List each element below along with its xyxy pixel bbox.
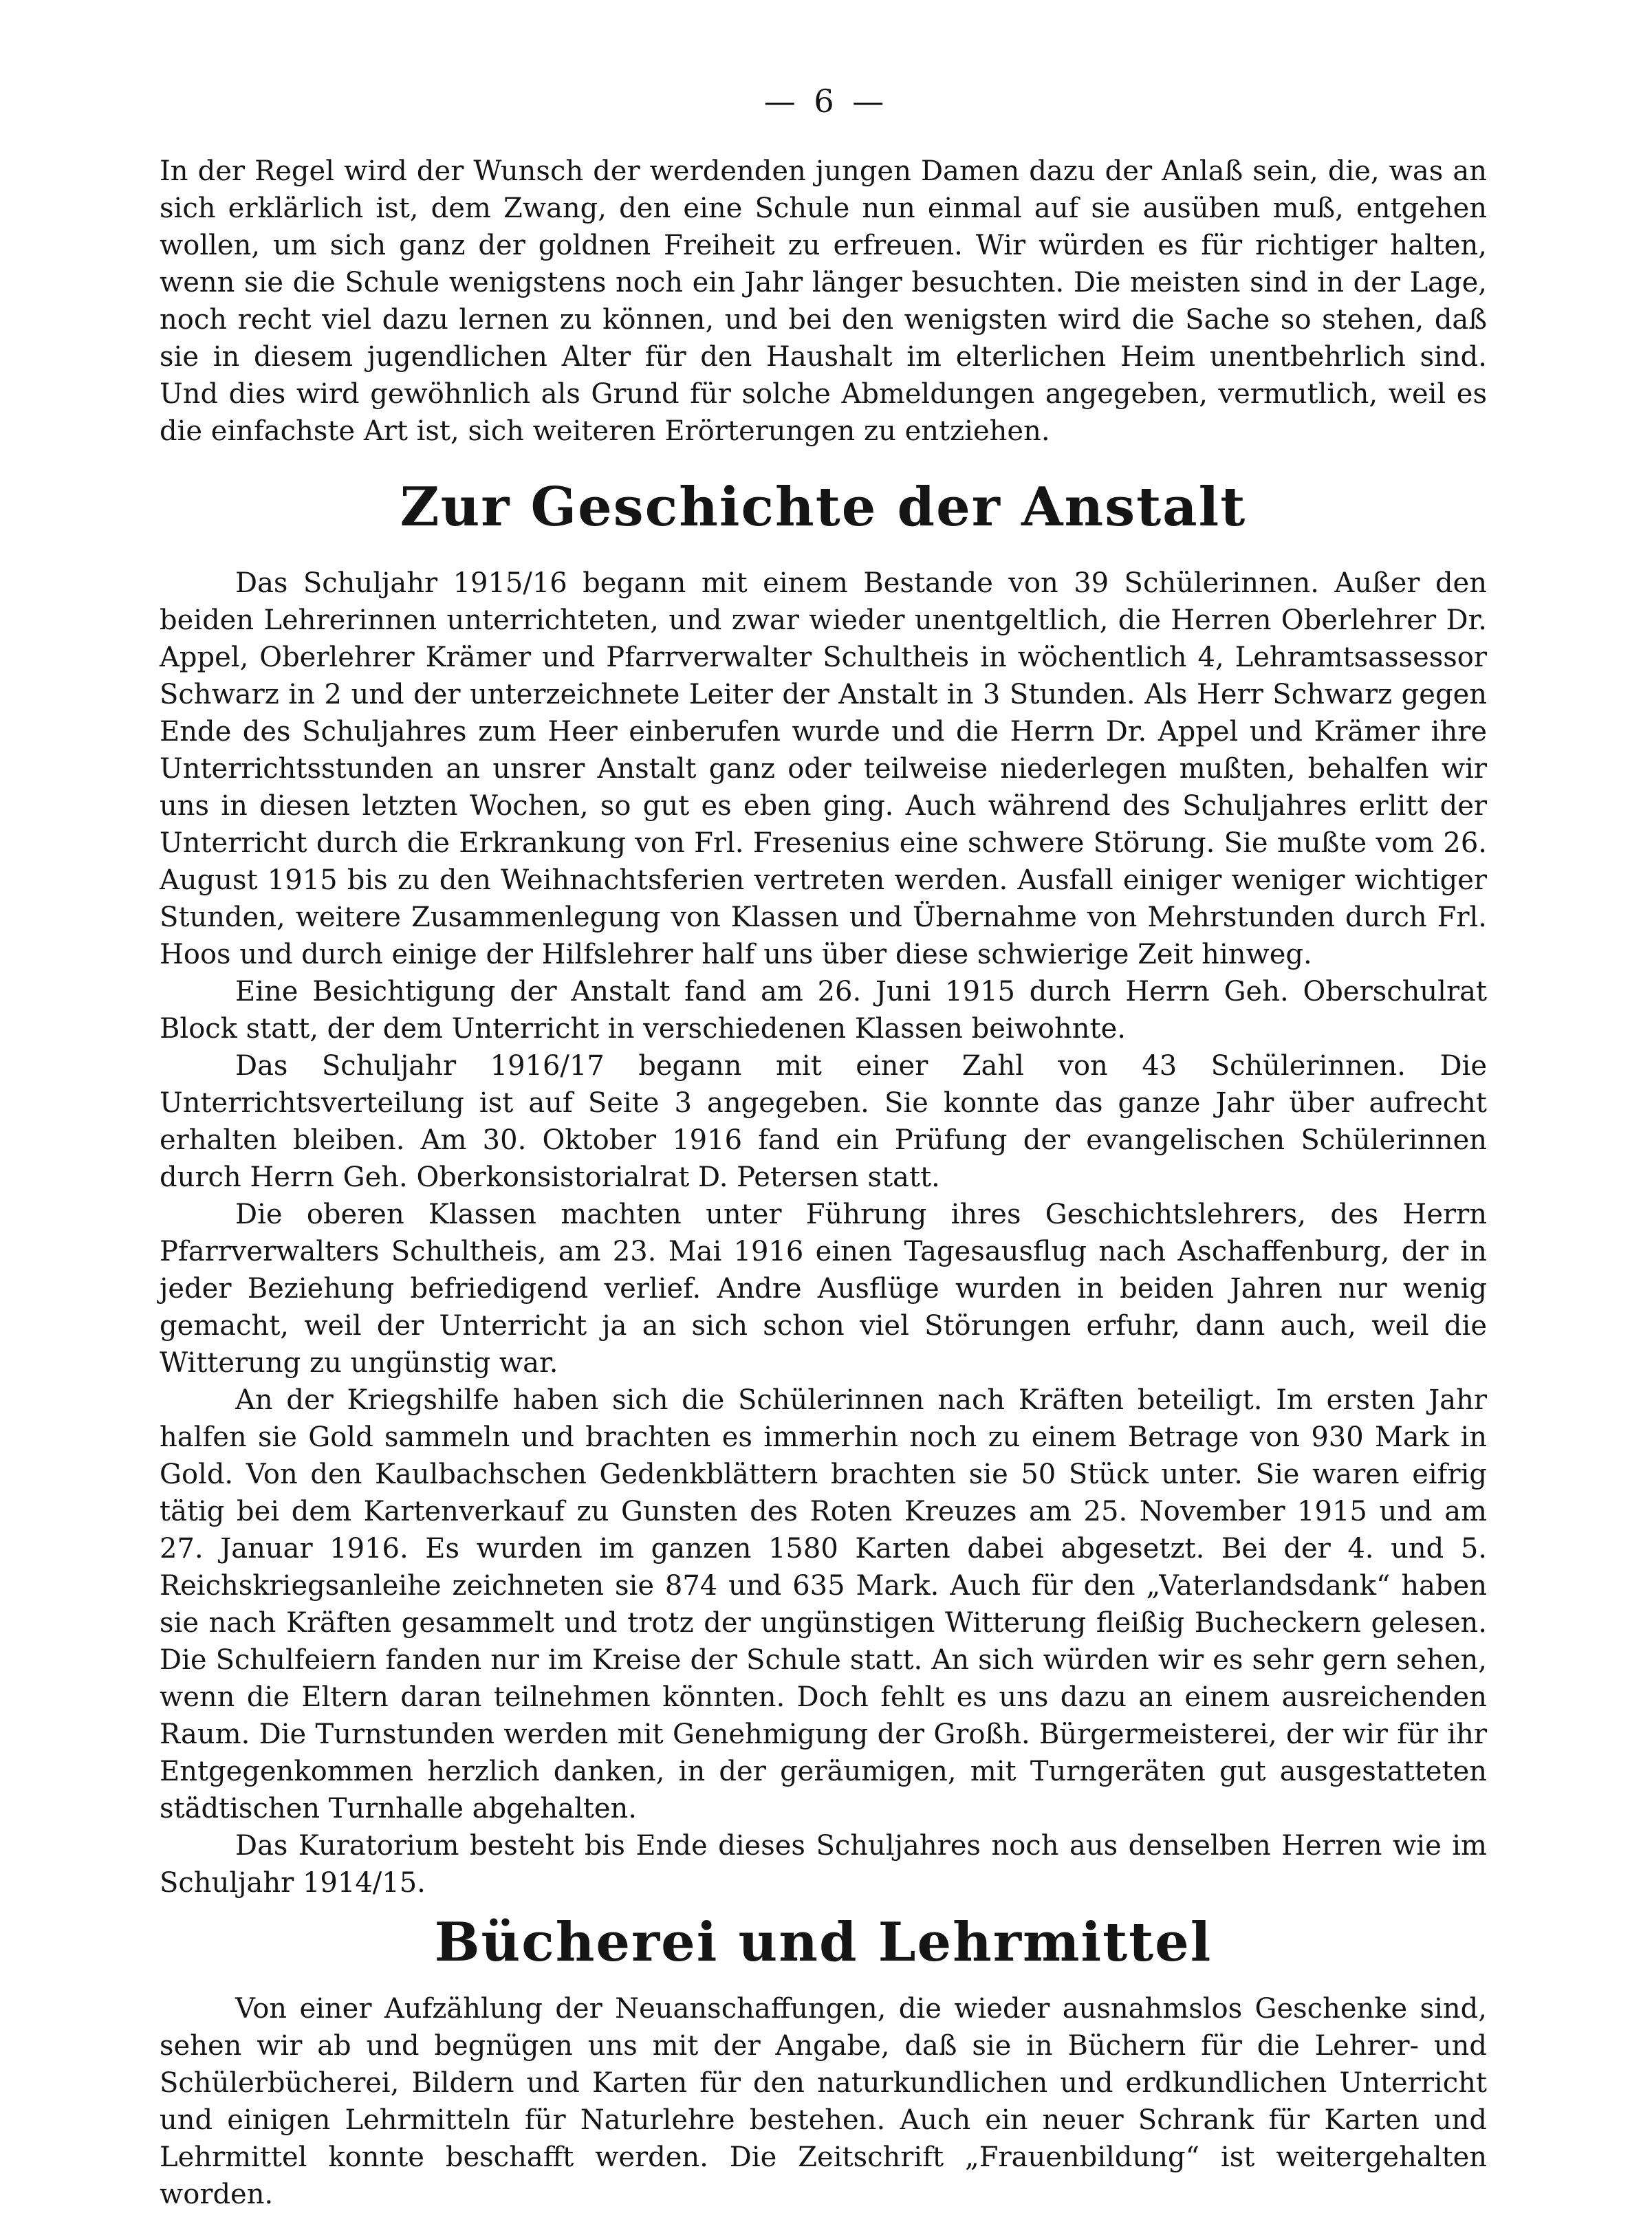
paragraph-schuljahr-1916: Das Schuljahr 1916/17 begann mit einer Zahl von 43 Schülerinnen. Die Unterrichtsverteilung ist auf Seite 3 angegeben. Sie konnte das ganze Jahr über aufrecht erhalten bleiben. Am 30. Oktober 1916 fand ein Prüfung der evangelischen Schülerinnen durch Herrn Geh. Oberkonsistorialrat D. Petersen statt. <box>160 1050 1487 1193</box>
paragraph-besichtigung: Eine Besichtigung der Anstalt fand am 26. Juni 1915 durch Herrn Geh. Oberschulrat Block statt, der dem Unterricht in verschiedenen Klassen beiwohnte. <box>160 976 1487 1045</box>
page-number: — 6 — <box>763 83 889 120</box>
paragraph-ausflug: Die oberen Klassen machten unter Führung ihres Geschichtslehrers, des Herrn Pfarrverwalters Schultheis, am 23. Mai 1916 einen Tagesausflug nach Aschaffenburg, der in jeder Beziehung befriedigend verlief. Andre Ausflüge wurden in beiden Jahren nur wenig gemacht, weil der Unterricht ja an sich schon viel Störungen erfuhr, dann auch, weil die Witterung zu ungünstig war. <box>160 1199 1487 1379</box>
paragraph-schuljahr-1915: Das Schuljahr 1915/16 begann mit einem Bestande von 39 Schülerinnen. Außer den beiden Lehrerinnen unterrichteten, und zwar wieder unentgeltlich, die Herren Oberlehrer Dr. Appel, Oberlehrer Krämer und Pfarrverwalter Schultheis in wöchentlich 4, Lehramtsassessor Schwarz in 2 und der unterzeichnete Leiter der Anstalt in 3 Stunden. Als Herr Schwarz gegen Ende des Schuljahres zum Heer einberufen wurde und die Herrn Dr. Appel und Krämer ihre Unterrichtsstunden an unsrer Anstalt ganz oder teilweise niederlegen mußten, behalfen wir uns in diesen letzten Wochen, so gut es eben ging. Auch während des Schuljahres erlitt der Unterricht durch die Erkrankung von Frl. Fresenius eine schwere Störung. Sie mußte vom 26. August 1915 bis zu den Weihnachtsferien vertreten werden. Ausfall einiger weniger wichtiger Stunden, weitere Zusammenlegung von Klassen und Übernahme von Mehrstunden durch Frl. Hoos und durch einige der Hilfslehrer half uns über diese schwierige Zeit hinweg. <box>160 567 1487 970</box>
section-heading-geschichte: Zur Geschichte der Anstalt <box>400 476 1247 538</box>
paragraph-kuratorium: Das Kuratorium besteht bis Ende dieses Schuljahres noch aus denselben Herren wie im Schuljahr 1914/15. <box>160 1830 1487 1899</box>
page-content <box>160 153 1487 2213</box>
paragraph-buecherei: Von einer Aufzählung der Neuanschaffungen, die wieder ausnahmslos Geschenke sind, sehen wir ab und begnügen uns mit der Angabe, daß sie in Büchern für die Lehrer- und Schülerbücherei, Bildern und Karten für den naturkundlichen und erdkundlichen Unterricht und einigen Lehrmitteln für Naturlehre bestehen. Auch ein neuer Schrank für Karten und Lehrmittel konnte beschafft werden. Die Zeitschrift „Frauenbildung“ ist weitergehalten worden. <box>160 1993 1487 2210</box>
section-heading-buecherei: Bücherei und Lehrmittel <box>434 1911 1213 1974</box>
paragraph-kriegshilfe: An der Kriegshilfe haben sich die Schülerinnen nach Kräften beteiligt. Im ersten Jahr halfen sie Gold sammeln und brachten es immerhin noch zu einem Betrage von 930 Mark in Gold. Von den Kaulbachschen Gedenkblättern brachten sie 50 Stück unter. Sie waren eifrig tätig bei dem Kartenverkauf zu Gunsten des Roten Kreuzes am 25. November 1915 und am 27. Januar 1916. Es wurden im ganzen 1580 Karten dabei abgesetzt. Bei der 4. und 5. Reichskriegsanleihe zeichneten sie 874 und 635 Mark. Auch für den „Vaterlandsdank“ haben sie nach Kräften gesammelt und trotz der ungünstigen Witterung fleißig Bucheckern gelesen. Die Schulfeiern fanden nur im Kreise der Schule statt. An sich würden wir es sehr gern sehen, wenn die Eltern daran teilnehmen könnten. Doch fehlt es uns dazu an einem ausreichenden Raum. Die Turnstunden werden mit Genehmigung der Großh. Bürgermeisterei, der wir für ihr Entgegenkommen herzlich danken, in der geräumigen, mit Turngeräten gut ausgestatteten städtischen Turnhalle abgehalten. <box>160 1384 1487 1824</box>
intro-paragraph: In der Regel wird der Wunsch der werdenden jungen Damen dazu der Anlaß sein, die, was an sich erklärlich ist, dem Zwang, den eine Schule nun einmal auf sie ausüben muß, entgehen wollen, um sich ganz der goldnen Freiheit zu erfreuen. Wir würden es für richtiger halten, wenn sie die Schule wenigstens noch ein Jahr länger besuchten. Die meisten sind in der Lage, noch recht viel dazu lernen zu können, und bei den wenigsten wird die Sache so stehen, daß sie in diesem jugendlichen Alter für den Haushalt im elterlichen Heim unentbehrlich sind. Und dies wird gewöhnlich als Grund für solche Abmeldungen angegeben, vermutlich, weil es die einfachste Art ist, sich weiteren Erörterungen zu entziehen. <box>160 155 1487 447</box>
